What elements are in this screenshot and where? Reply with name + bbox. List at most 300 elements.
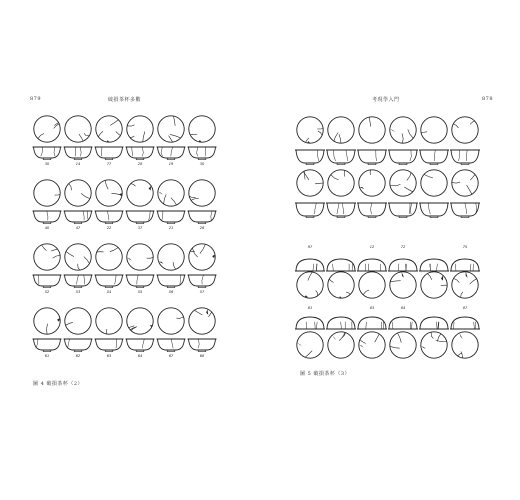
foot-ring	[198, 286, 206, 288]
crack-line	[402, 133, 403, 143]
side-crack	[410, 150, 411, 161]
crack-line	[47, 324, 48, 335]
profile-crack	[411, 322, 412, 329]
cup-number-label: 37	[137, 226, 143, 230]
right-figure-caption: 圖 5 破損茶杯（3）	[300, 371, 351, 377]
foot-ring	[43, 222, 51, 224]
cup-rim-circle	[34, 116, 60, 142]
foot-ring	[461, 163, 469, 165]
side-crack	[334, 150, 336, 161]
foot-ring	[43, 158, 51, 160]
cup-rim-circle	[158, 244, 184, 270]
cup-side-view	[126, 211, 155, 224]
cup-rim-circle	[452, 272, 478, 298]
crack-line	[360, 340, 366, 344]
cup-top-view	[158, 244, 184, 270]
cup-top-view	[452, 170, 478, 196]
cup-top-view	[34, 180, 60, 206]
foot-ring	[198, 350, 206, 352]
crack-line	[375, 334, 380, 342]
cup-top-view	[189, 244, 215, 270]
crack-line	[191, 198, 199, 200]
cup-rim-circle	[189, 244, 215, 270]
crack-line	[81, 193, 90, 198]
cup-rim-circle	[390, 170, 416, 196]
cup-number-label: 84	[400, 306, 406, 310]
side-crack	[211, 211, 212, 220]
chip-mark	[212, 255, 215, 259]
cup-number-label: 75	[462, 245, 468, 249]
cup-side-view	[64, 147, 93, 160]
crack-line	[208, 312, 211, 317]
cup-number-label: 63	[106, 354, 112, 358]
cup-top-view	[328, 117, 354, 143]
left-cup-plate	[32, 113, 232, 378]
side-crack	[107, 211, 109, 220]
side-crack	[342, 203, 343, 214]
bowl-outline	[358, 150, 386, 163]
cup-rim-circle	[297, 117, 323, 143]
side-crack	[171, 147, 173, 156]
crack-line	[308, 272, 313, 281]
crack-line	[66, 251, 74, 256]
cup-rim-circle	[158, 308, 184, 334]
crack-line	[110, 248, 118, 252]
side-crack	[80, 147, 81, 156]
crack-line	[363, 290, 369, 295]
foot-ring	[105, 158, 113, 160]
cup-side-view	[126, 275, 155, 288]
foot-ring	[43, 286, 51, 288]
profile-crack	[333, 264, 334, 271]
cup-side-view	[357, 150, 387, 165]
cup-side-view	[295, 203, 325, 218]
cup-rim-circle	[328, 272, 354, 298]
cup-rim-circle	[359, 332, 385, 358]
cup-rim-circle	[328, 117, 354, 143]
cup-profile-view	[388, 317, 418, 329]
cup-side-view	[419, 150, 449, 165]
chip-mark	[390, 129, 395, 132]
crack-line	[55, 195, 61, 196]
cup-side-view	[388, 203, 418, 218]
cup-number-label: 61	[44, 354, 50, 358]
side-crack	[84, 275, 85, 284]
cup-side-view	[126, 339, 155, 352]
profile-crack	[341, 322, 342, 329]
crack-line	[305, 351, 312, 358]
dome-outline	[389, 259, 417, 271]
foot-ring	[430, 216, 438, 218]
cup-top-view	[96, 116, 122, 142]
crack-line	[54, 124, 60, 129]
cup-profile-view	[357, 259, 387, 271]
cup-number-label: 62	[75, 354, 81, 358]
foot-ring	[337, 163, 345, 165]
side-crack	[317, 150, 319, 161]
cup-side-view	[157, 211, 186, 224]
cup-side-view	[388, 150, 418, 165]
profile-crack	[453, 322, 454, 329]
crack-line	[127, 125, 134, 126]
crack-line	[110, 120, 118, 126]
cup-rim-circle	[297, 332, 323, 358]
crack-line	[334, 133, 338, 142]
profile-crack	[474, 322, 475, 329]
side-crack	[466, 150, 467, 161]
crack-line	[130, 136, 135, 137]
cup-rim-circle	[127, 308, 153, 334]
cup-top-view	[359, 332, 385, 358]
foot-ring	[74, 158, 82, 160]
profile-crack	[366, 322, 367, 329]
cup-side-view	[157, 275, 186, 288]
cup-top-view	[390, 117, 416, 143]
side-crack	[102, 147, 103, 156]
profile-crack	[316, 322, 317, 329]
crack-line	[453, 124, 458, 128]
cup-top-view	[297, 272, 323, 298]
cup-number-label: 30	[199, 162, 205, 166]
crack-line	[317, 129, 323, 130]
bowl-outline	[389, 150, 417, 163]
cup-rim-circle	[297, 170, 323, 196]
crack-line	[174, 116, 176, 126]
bowl-outline	[451, 150, 479, 163]
crack-line	[431, 332, 433, 338]
chip-mark	[149, 186, 152, 191]
cup-side-view	[326, 150, 356, 165]
cup-top-view	[359, 117, 385, 143]
bowl-outline	[358, 203, 386, 216]
cup-side-view	[157, 147, 186, 160]
cup-profile-view	[450, 259, 480, 271]
crack-line	[390, 281, 400, 282]
cup-top-view	[189, 116, 215, 142]
side-crack	[409, 203, 410, 214]
cup-rim-circle	[328, 170, 354, 196]
cup-side-view	[95, 147, 124, 160]
cup-side-view	[95, 275, 124, 288]
side-crack	[346, 150, 348, 161]
foot-ring	[368, 216, 376, 218]
side-crack	[149, 211, 151, 220]
cup-number-label: 68	[199, 354, 205, 358]
side-crack	[115, 275, 117, 284]
chip-mark	[305, 295, 308, 297]
foot-ring	[461, 216, 469, 218]
cup-number-label: 64	[137, 354, 143, 358]
cup-rim-circle	[359, 170, 385, 196]
cup-top-view	[65, 180, 91, 206]
cup-profile-view	[419, 259, 449, 271]
crack-line	[470, 279, 477, 285]
side-crack	[315, 203, 317, 214]
side-crack	[371, 203, 372, 214]
cup-rim-circle	[189, 308, 215, 334]
cup-side-view	[33, 147, 62, 160]
cup-profile-view	[326, 259, 356, 271]
profile-crack	[436, 264, 437, 271]
chip-mark	[359, 345, 364, 348]
side-crack	[337, 203, 339, 214]
crack-line	[369, 117, 370, 127]
bowl-outline	[296, 203, 324, 216]
crack-line	[438, 334, 441, 342]
left-figure-caption: 圖 4 破損茶杯（2）	[33, 381, 84, 387]
cup-rim-circle	[34, 244, 60, 270]
cup-side-view	[126, 147, 155, 160]
side-crack	[161, 147, 162, 156]
crack-line	[189, 196, 195, 197]
crack-line	[143, 132, 145, 142]
cup-top-view	[65, 116, 91, 142]
cup-top-view	[189, 308, 215, 334]
cup-side-view	[188, 147, 217, 160]
cup-top-view	[65, 308, 91, 334]
cup-number-label: 97	[307, 245, 313, 249]
cup-number-label: 54	[106, 290, 112, 294]
bowl-outline	[127, 147, 154, 158]
cup-top-view	[127, 244, 153, 270]
cup-number-label: 22	[106, 226, 112, 230]
cup-side-view	[188, 339, 217, 352]
foot-ring	[430, 163, 438, 165]
chip-mark	[402, 272, 404, 278]
crack-line	[84, 133, 89, 136]
crack-line	[470, 174, 475, 180]
side-crack	[142, 339, 144, 348]
crack-line	[79, 134, 83, 141]
chip-mark	[459, 333, 462, 339]
bowl-outline	[65, 147, 92, 158]
bowl-outline	[296, 150, 324, 163]
cup-top-view	[390, 272, 416, 298]
crack-line	[390, 346, 400, 348]
crack-line	[407, 173, 411, 181]
cup-profile-view	[419, 317, 449, 329]
chip-mark	[107, 140, 109, 142]
foot-ring	[105, 286, 113, 288]
bowl-outline	[34, 275, 61, 286]
cup-top-view	[127, 180, 153, 206]
crack-line	[408, 129, 413, 138]
bowl-outline	[158, 339, 185, 350]
chip-mark	[158, 192, 163, 195]
cup-profile-view	[295, 317, 325, 329]
cup-rim-circle	[65, 308, 91, 334]
chip-mark	[57, 318, 60, 322]
cup-number-label: 30	[44, 162, 50, 166]
cup-rim-circle	[452, 332, 478, 358]
foot-ring	[337, 216, 345, 218]
right-page	[260, 0, 520, 500]
cup-rim-circle	[127, 244, 153, 270]
profile-crack	[398, 264, 399, 271]
cup-profile-view	[450, 317, 480, 329]
cup-number-label: 56	[168, 290, 174, 294]
cup-number-label: 87	[462, 306, 468, 310]
side-crack	[198, 339, 199, 348]
crack-line	[106, 329, 107, 334]
cup-side-view	[419, 203, 449, 218]
cup-rim-circle	[359, 272, 385, 298]
bowl-outline	[96, 275, 123, 286]
cup-side-view	[326, 203, 356, 218]
cup-number-label: 47	[75, 226, 81, 230]
bowl-outline	[96, 147, 123, 158]
cup-top-view	[452, 332, 478, 358]
profile-crack	[436, 322, 437, 329]
crack-line	[458, 353, 462, 356]
cup-side-view	[64, 275, 93, 288]
crack-line	[147, 257, 154, 258]
cup-rim-circle	[328, 332, 354, 358]
bowl-outline	[189, 211, 216, 222]
chip-mark	[441, 275, 443, 280]
profile-crack	[392, 322, 393, 329]
cup-top-view	[127, 116, 153, 142]
cup-side-view	[95, 211, 124, 224]
cup-side-view	[33, 339, 62, 352]
cup-profile-view	[326, 317, 356, 329]
foot-ring	[167, 286, 175, 288]
crack-line	[318, 131, 322, 135]
cup-number-label: 21	[168, 226, 174, 230]
crack-line	[461, 352, 463, 359]
crack-line	[194, 310, 202, 315]
cup-number-label: 55	[137, 290, 143, 294]
crack-line	[441, 285, 448, 286]
cup-top-view	[421, 272, 447, 298]
crack-line	[461, 292, 463, 298]
crack-line	[339, 134, 341, 143]
crack-line	[38, 134, 44, 139]
crack-line	[329, 279, 333, 283]
crack-line	[116, 132, 121, 136]
chip-mark	[332, 335, 336, 340]
crack-line	[344, 170, 345, 176]
cup-top-view	[65, 244, 91, 270]
cup-top-view	[421, 170, 447, 196]
side-crack	[197, 147, 198, 156]
cup-rim-circle	[452, 117, 478, 143]
cup-top-view	[359, 272, 385, 298]
crack-line	[98, 131, 103, 137]
crack-line	[303, 172, 309, 180]
crack-line	[315, 183, 323, 184]
cup-profile-view	[388, 259, 418, 271]
foot-ring	[136, 222, 144, 224]
crack-line	[346, 292, 350, 295]
side-crack	[38, 275, 39, 284]
cup-side-view	[33, 275, 62, 288]
crack-line	[404, 187, 413, 192]
cup-side-view	[188, 211, 217, 224]
bowl-outline	[34, 147, 61, 158]
bowl-outline	[127, 339, 154, 350]
profile-crack	[381, 322, 382, 329]
foot-ring	[167, 350, 175, 352]
cup-top-view	[359, 170, 385, 196]
right-page-number: 878	[482, 96, 494, 102]
bowl-outline	[96, 339, 123, 350]
side-crack	[75, 147, 76, 156]
cup-top-view	[297, 332, 323, 358]
profile-crack	[455, 264, 456, 271]
cup-rim-circle	[96, 308, 122, 334]
cup-top-view	[34, 308, 60, 334]
cup-top-view	[158, 180, 184, 206]
cup-top-view	[158, 116, 184, 142]
cup-number-label: 14	[75, 162, 81, 166]
chip-mark	[206, 309, 208, 315]
crack-line	[105, 180, 108, 189]
cup-top-view	[328, 272, 354, 298]
profile-crack	[313, 264, 314, 271]
cup-number-label: 12	[369, 245, 375, 249]
cup-side-view	[188, 275, 217, 288]
crack-line	[129, 326, 135, 328]
bowl-outline	[158, 211, 185, 222]
side-crack	[205, 147, 206, 156]
foot-ring	[306, 216, 314, 218]
foot-ring	[167, 222, 175, 224]
cup-rim-circle	[65, 116, 91, 142]
cup-number-label: 57	[199, 290, 205, 294]
cup-number-label: 52	[44, 290, 50, 294]
dome-outline	[389, 317, 417, 329]
crack-line	[454, 278, 460, 282]
bowl-outline	[451, 203, 479, 216]
cup-rim-circle	[158, 116, 184, 142]
crack-line	[84, 257, 90, 264]
cup-top-view	[421, 117, 447, 143]
side-crack	[83, 211, 84, 220]
cup-top-view	[421, 332, 447, 358]
bowl-outline	[96, 211, 123, 222]
chip-mark	[340, 296, 342, 298]
side-crack	[77, 275, 79, 284]
cup-side-view	[64, 339, 93, 352]
foot-ring	[105, 350, 113, 352]
crack-line	[339, 332, 345, 340]
bowl-outline	[327, 203, 355, 216]
chip-mark	[297, 343, 302, 347]
crack-line	[42, 245, 47, 251]
crack-line	[131, 184, 136, 187]
cup-rim-circle	[189, 116, 215, 142]
cup-rim-circle	[34, 308, 60, 334]
dome-outline	[358, 259, 386, 271]
profile-crack	[315, 322, 316, 329]
cup-number-label: 26	[199, 226, 205, 230]
crack-line	[390, 184, 401, 185]
cup-rim-circle	[96, 180, 122, 206]
dome-outline	[420, 317, 448, 329]
foot-ring	[198, 222, 206, 224]
foot-ring	[368, 163, 376, 165]
side-crack	[87, 211, 88, 220]
side-crack	[116, 339, 117, 348]
side-crack	[162, 211, 163, 220]
dome-outline	[420, 259, 448, 271]
cup-number-label: 83	[369, 306, 375, 310]
dome-outline	[451, 317, 479, 329]
crack-line	[171, 198, 177, 205]
cup-top-view	[189, 180, 215, 206]
cup-number-label: 28	[137, 162, 143, 166]
